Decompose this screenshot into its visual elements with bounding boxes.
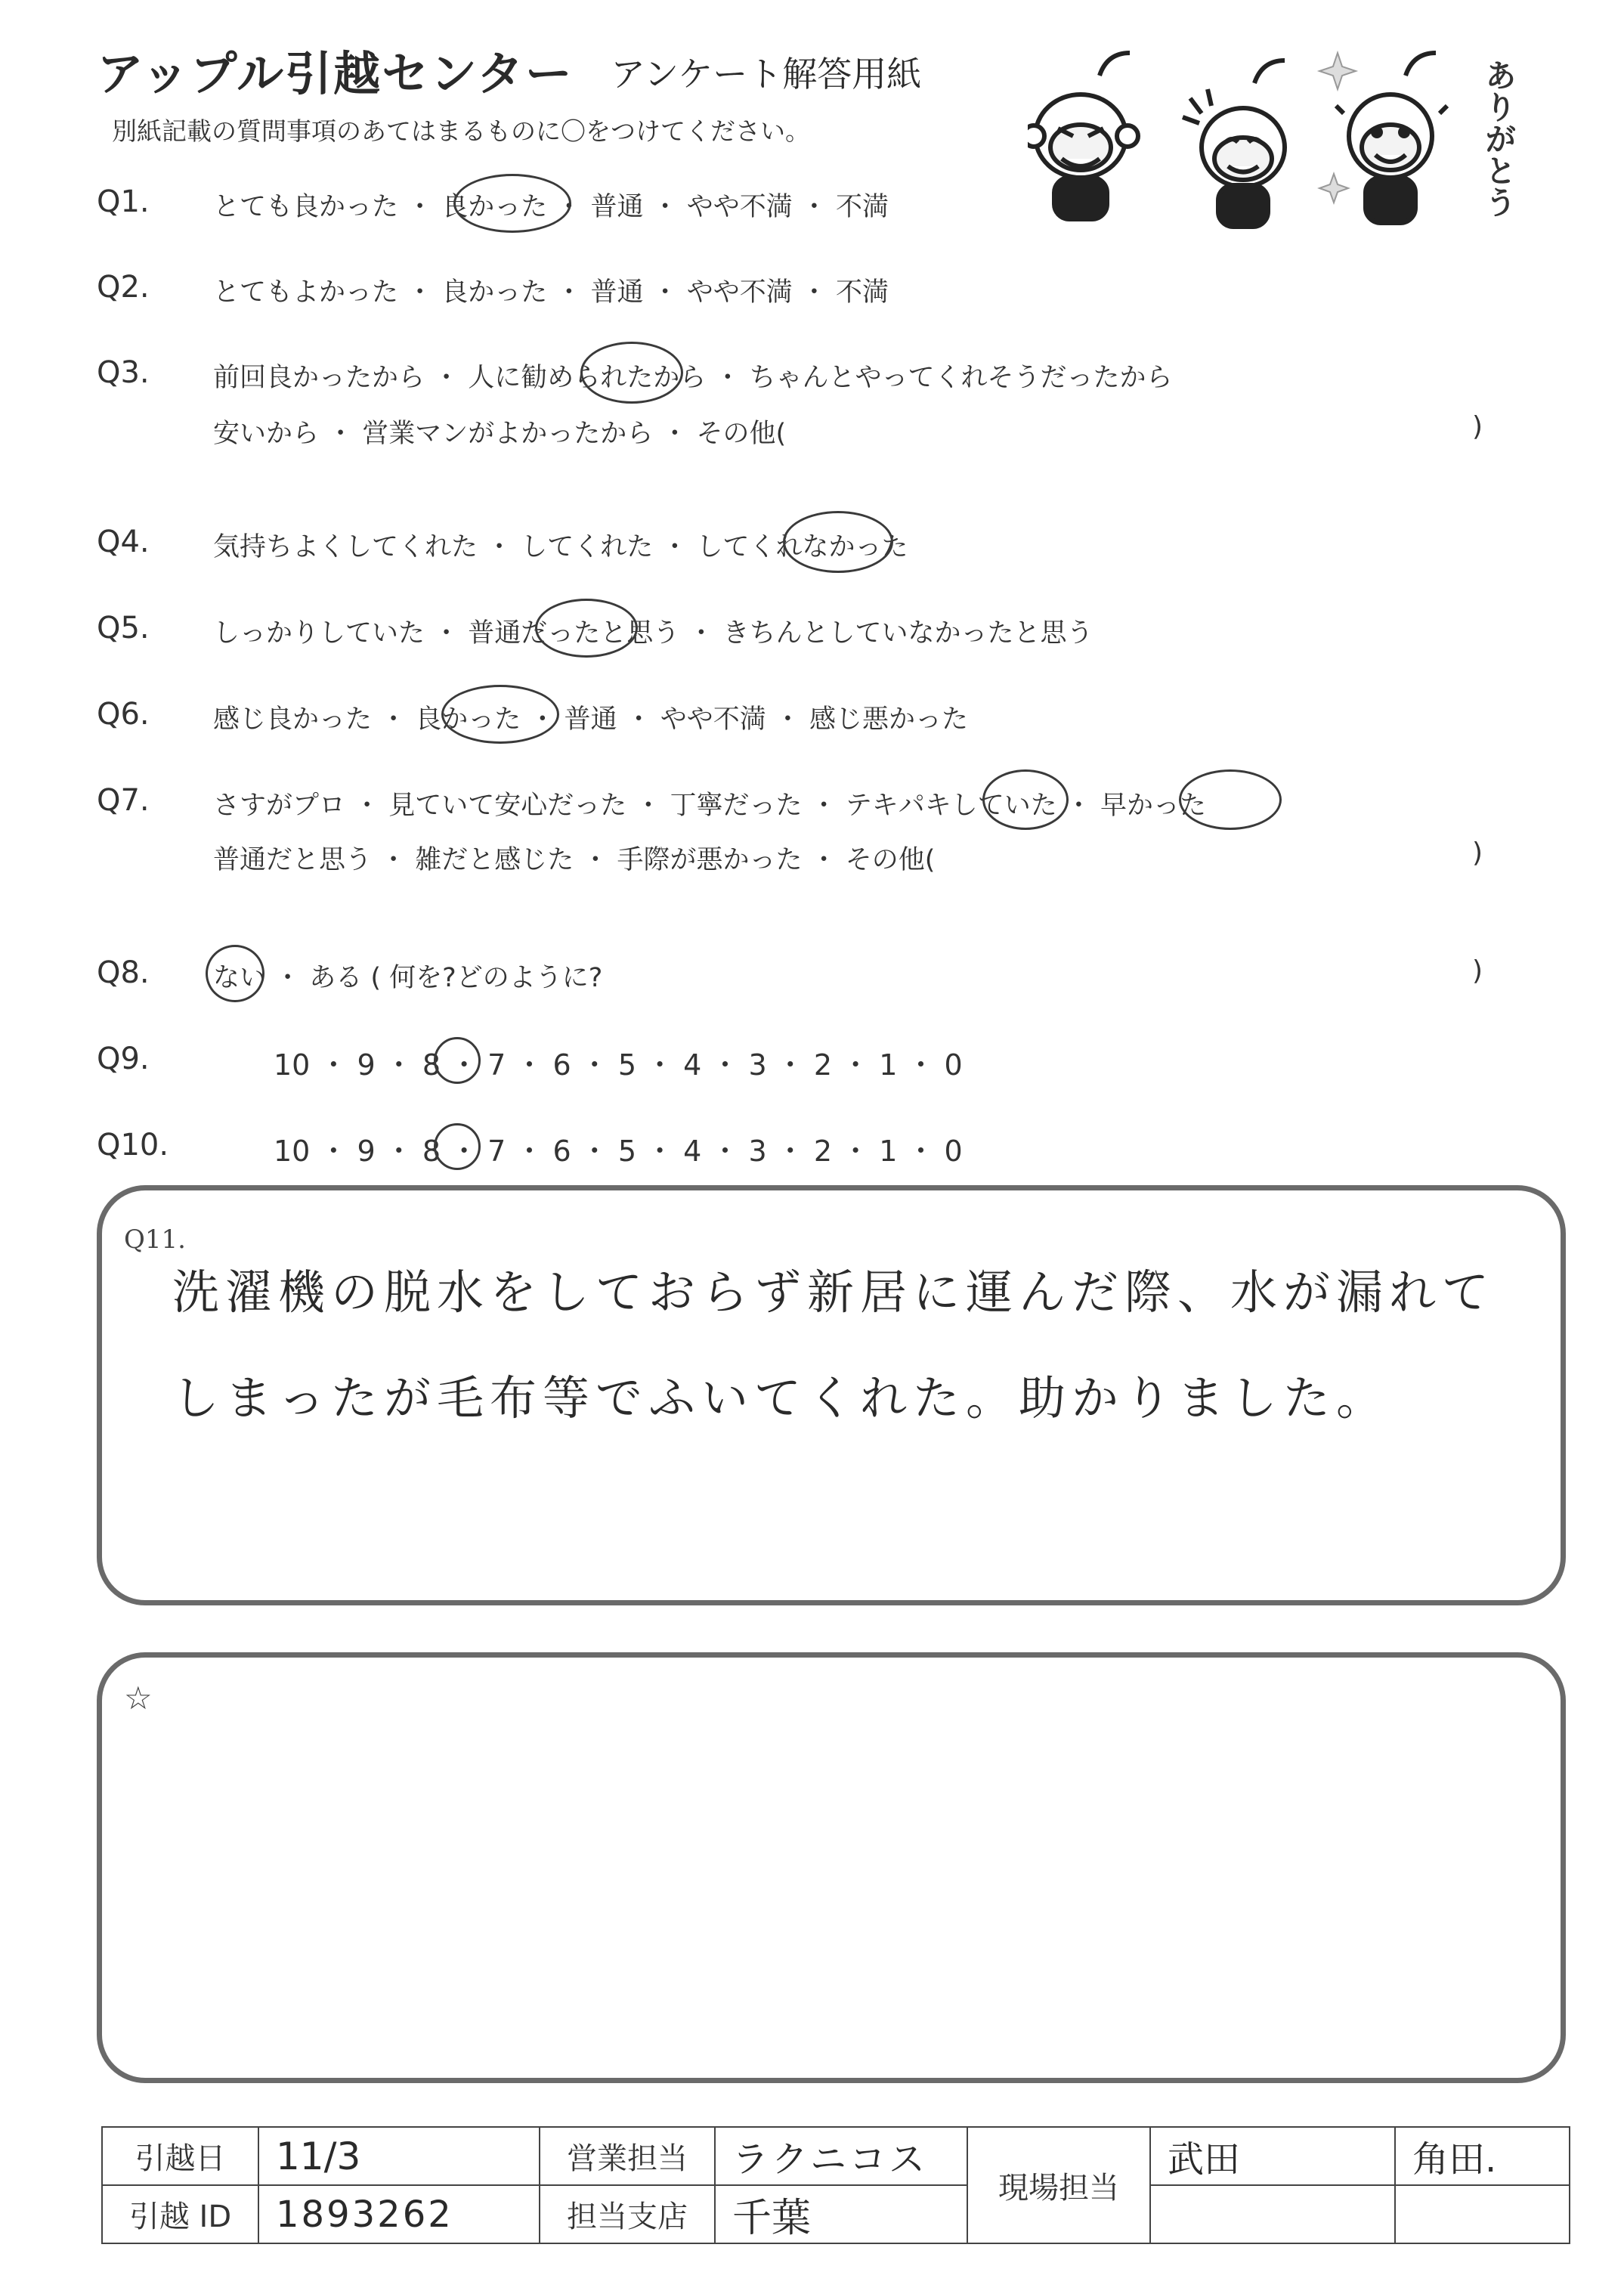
site-staff-1 bbox=[1150, 2127, 1395, 2185]
answer-circle bbox=[1179, 769, 1282, 830]
answer-circle bbox=[206, 945, 264, 1002]
move-date-handwriting: 11/3 bbox=[276, 2134, 361, 2178]
mascot-illustration bbox=[1028, 45, 1527, 242]
q9-label: Q9. bbox=[97, 1042, 150, 1076]
move-id-value bbox=[258, 2185, 540, 2243]
move-id-handwriting: 1893262 bbox=[276, 2193, 453, 2236]
answer-circle bbox=[535, 599, 638, 658]
q8-options: ない ・ ある ( 何を?どのように? bbox=[213, 963, 603, 993]
q1-options: とても良かった ・ 良かった ・ 普通 ・ やや不満 ・ 不満 bbox=[213, 192, 889, 222]
sales-label: 営業担当 bbox=[540, 2127, 715, 2185]
answer-circle bbox=[982, 769, 1069, 830]
monkey-icon-3 bbox=[1336, 53, 1447, 223]
q11-label: Q11. bbox=[124, 1224, 186, 1255]
sparkle-icon bbox=[1319, 53, 1356, 89]
q5-options: しっかりしていた ・ 普通だったと思う ・ きちんとしていなかったと思う bbox=[213, 618, 1093, 649]
form-title: アップル引越センター bbox=[97, 46, 574, 101]
site-staff-empty-1 bbox=[1150, 2185, 1395, 2243]
sales-value bbox=[715, 2127, 967, 2185]
site-staff-label: 現場担当 bbox=[967, 2127, 1150, 2243]
sales-handwriting: ラクニコス bbox=[732, 2138, 929, 2181]
monkey-icon-2 bbox=[1183, 60, 1285, 227]
mascot-thanks-text: ありがとう bbox=[1480, 59, 1517, 218]
close-paren: ) bbox=[1472, 955, 1483, 986]
site-staff-2-handwriting: 角田. bbox=[1412, 2138, 1497, 2181]
answer-circle bbox=[434, 1037, 481, 1084]
q4-options: 気持ちよくしてくれた ・ してくれた ・ してくれなかった bbox=[213, 532, 908, 562]
q3-label: Q3. bbox=[97, 355, 150, 390]
answer-circle bbox=[441, 685, 559, 744]
instruction-text: 別紙記載の質問事項のあてはまるものに〇をつけてください。 bbox=[112, 116, 810, 146]
q7-options-line2: 普通だと思う ・ 雑だと感じた ・ 手際が悪かった ・ その他( bbox=[213, 845, 936, 875]
q4-label: Q4. bbox=[97, 525, 150, 559]
star-comment-box bbox=[97, 1652, 1566, 2083]
answer-circle bbox=[580, 342, 683, 404]
q2-options: とてもよかった ・ 良かった ・ 普通 ・ やや不満 ・ 不満 bbox=[213, 277, 889, 308]
form-subtitle: アンケート解答用紙 bbox=[611, 54, 922, 94]
site-staff-empty-2 bbox=[1395, 2185, 1570, 2243]
q10-scale: 10 ・ 9 ・ 8 ・ 7 ・ 6 ・ 5 ・ 4 ・ 3 ・ 2 ・ 1 ・ 0 bbox=[274, 1135, 963, 1168]
q11-answer-line1: 洗濯機の脱水をしておらず新居に運んだ際、水が漏れて bbox=[172, 1265, 1496, 1320]
site-staff-2 bbox=[1395, 2127, 1570, 2185]
staff-info-table bbox=[101, 2126, 1570, 2244]
q10-label: Q10. bbox=[97, 1128, 169, 1162]
q8-label: Q8. bbox=[97, 955, 150, 990]
q9-scale: 10 ・ 9 ・ 8 ・ 7 ・ 6 ・ 5 ・ 4 ・ 3 ・ 2 ・ 1 ・ 0 bbox=[274, 1048, 963, 1082]
branch-handwriting: 千葉 bbox=[732, 2196, 812, 2241]
move-date-value bbox=[258, 2127, 540, 2185]
answer-circle bbox=[783, 511, 893, 573]
close-paren: ) bbox=[1472, 837, 1483, 868]
branch-value bbox=[715, 2185, 967, 2243]
q1-label: Q1. bbox=[97, 184, 150, 219]
q7-label: Q7. bbox=[97, 783, 150, 818]
site-staff-1-handwriting: 武田 bbox=[1168, 2138, 1241, 2181]
q11-answer-line2: しまったが毛布等でふいてくれた。助かりました。 bbox=[172, 1370, 1390, 1426]
q6-label: Q6. bbox=[97, 697, 150, 732]
branch-label: 担当支店 bbox=[540, 2185, 715, 2243]
star-icon: ☆ bbox=[124, 1679, 153, 1717]
move-date-label: 引越日 bbox=[102, 2127, 258, 2185]
answer-circle bbox=[453, 174, 571, 233]
q3-options-line1: 前回良かったから ・ 人に勧められたから ・ ちゃんとやってくれそうだったから bbox=[213, 363, 1173, 393]
answer-circle bbox=[434, 1123, 481, 1170]
q6-options: 感じ良かった ・ 良かった ・ 普通 ・ やや不満 ・ 感じ悪かった bbox=[213, 704, 969, 735]
q3-options-line2: 安いから ・ 営業マンがよかったから ・ その他( bbox=[213, 419, 787, 449]
move-id-label: 引越 ID bbox=[102, 2185, 258, 2243]
monkey-icon-1 bbox=[1028, 53, 1138, 219]
q7-options-line1: さすがプロ ・ 見ていて安心だった ・ 丁寧だった ・ テキパキしていた ・ 早かった bbox=[213, 791, 1207, 821]
q2-label: Q2. bbox=[97, 270, 150, 305]
sparkle-icon bbox=[1319, 174, 1348, 203]
q5-label: Q5. bbox=[97, 611, 150, 645]
close-paren: ) bbox=[1472, 411, 1483, 442]
